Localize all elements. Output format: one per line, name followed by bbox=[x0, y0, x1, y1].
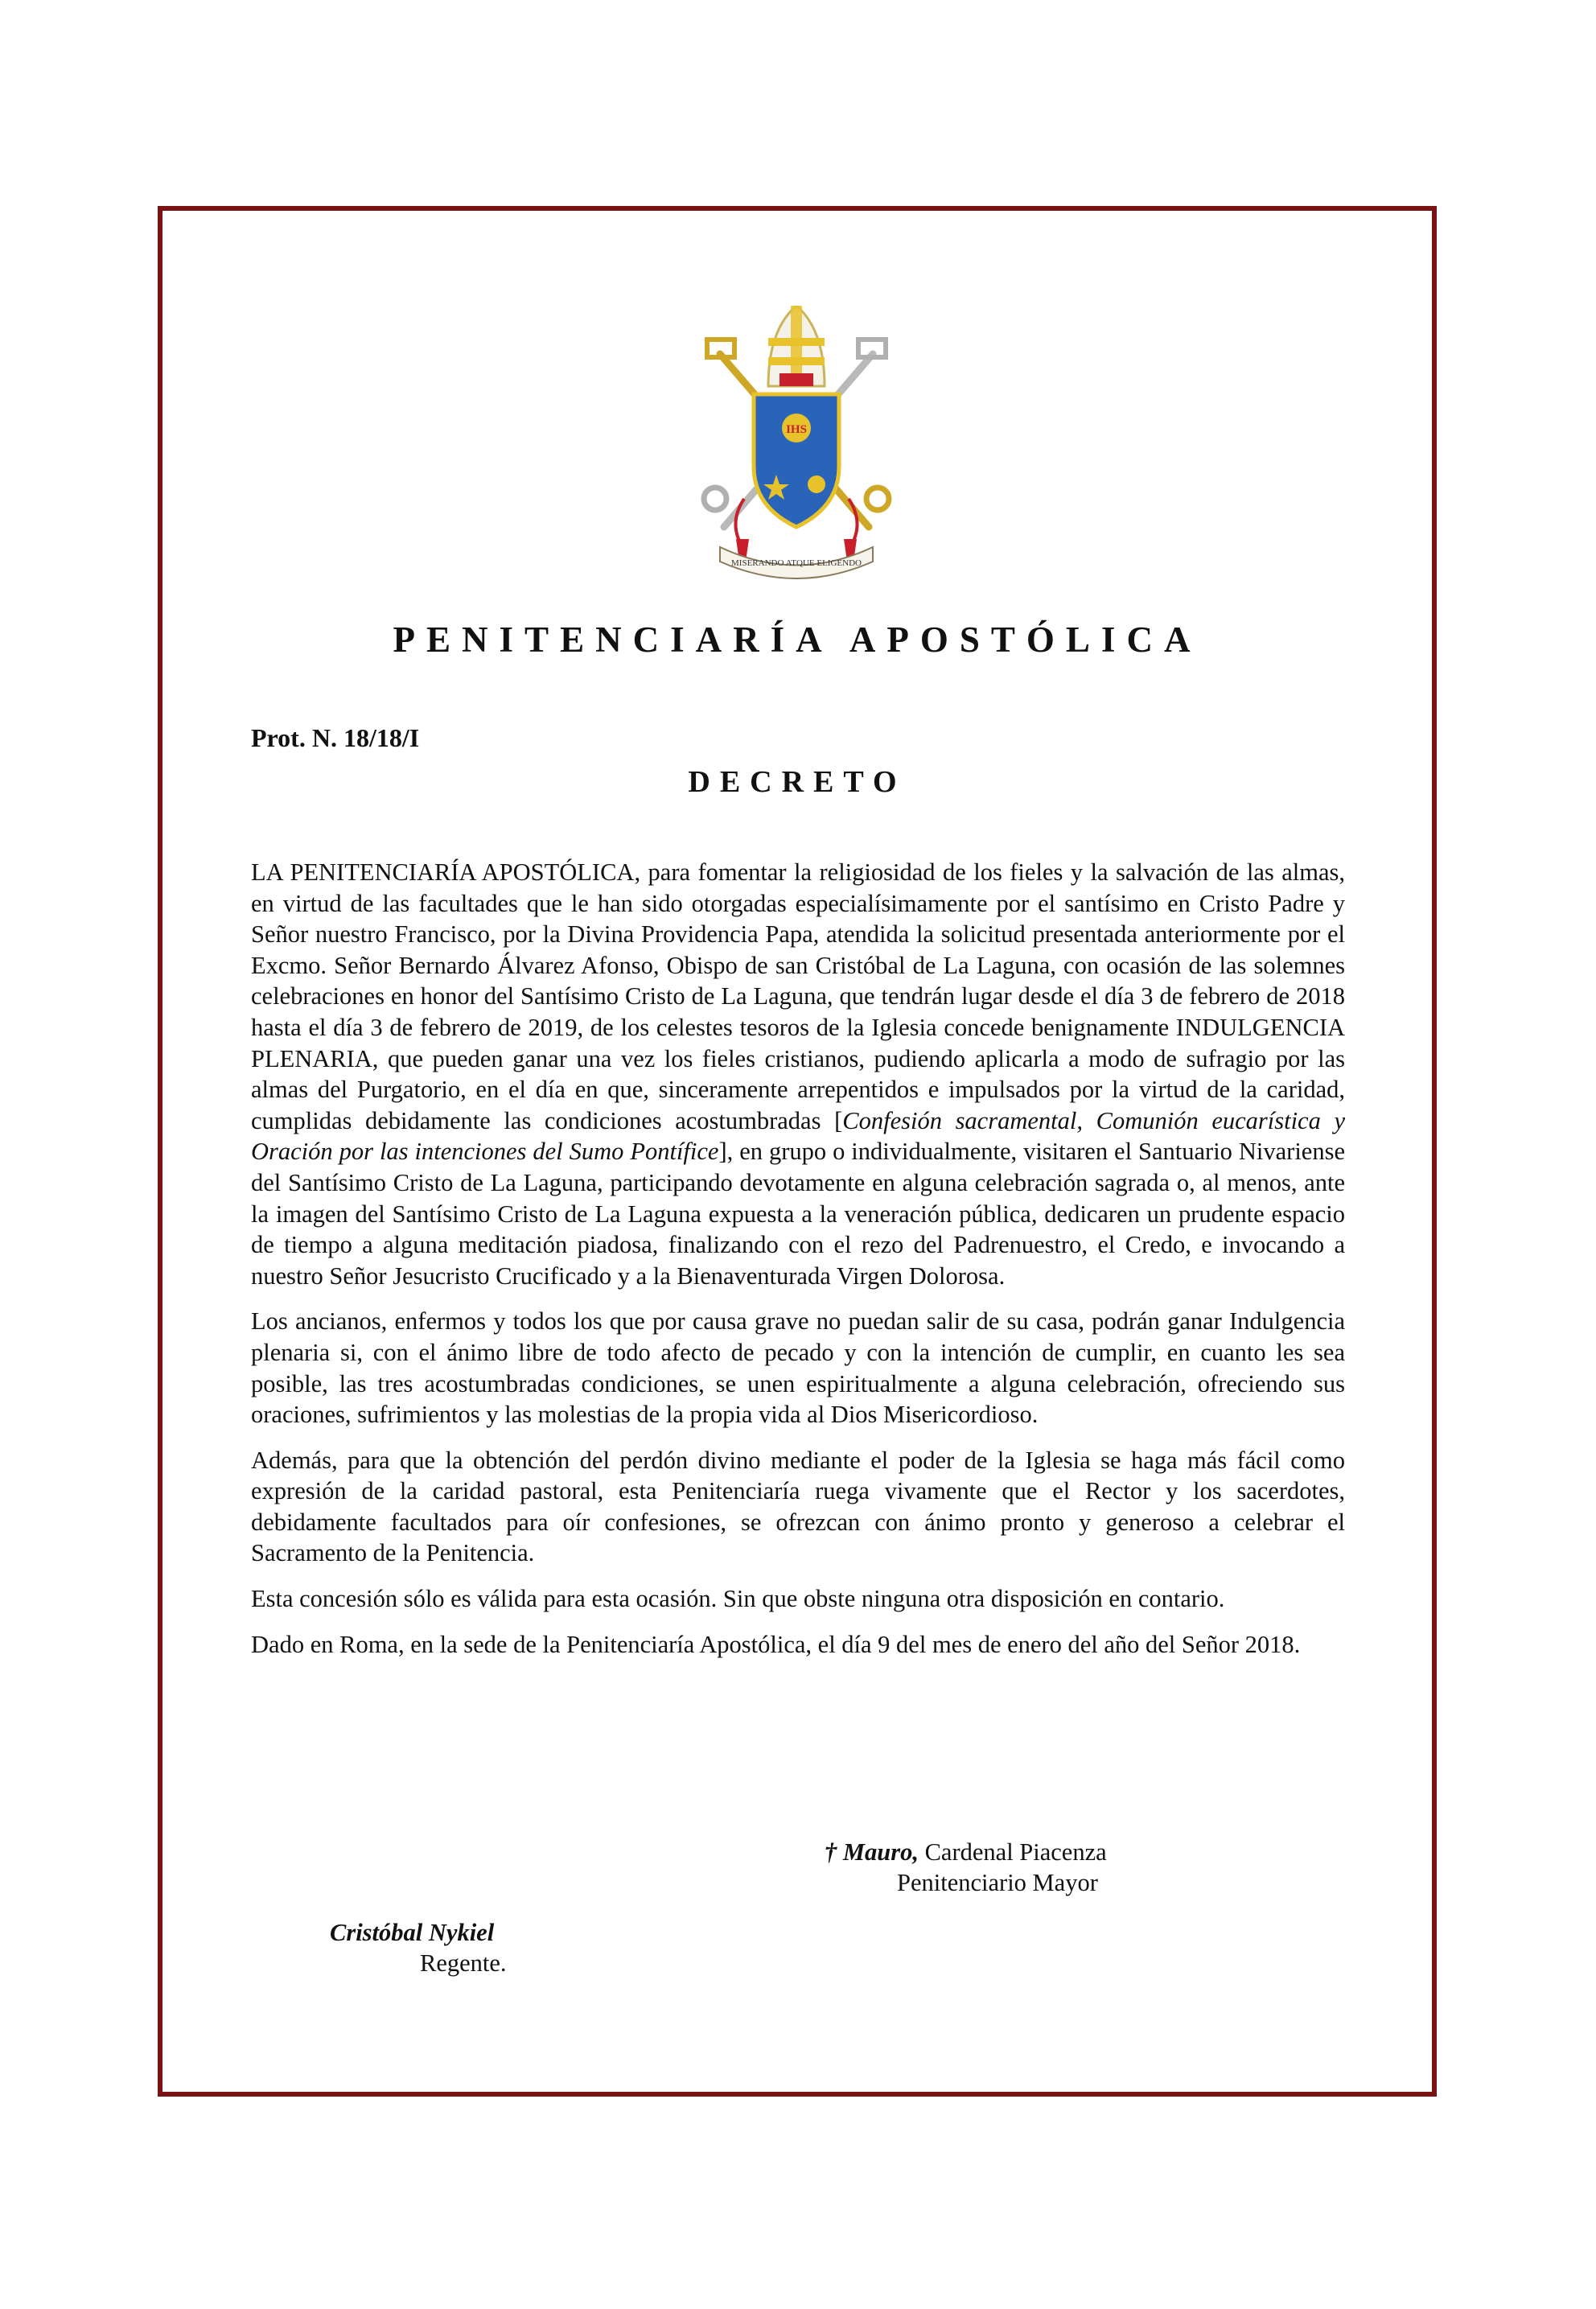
paragraph-1-part-a: LA PENITENCIARÍA APOSTÓLICA, para fomentar la religiosidad de los fieles y la salvación de las almas, en virtud de las facultades que le han sido otorgadas especialísimamente por el santísimo en Cristo Padre y Señor nuestro Francisco, por la Divina Providencia Papa, atendida la solicitud presentada anteriormente por el Excmo. Señor Bernardo Álvarez Afonso, Obispo de san Cristóbal de La Laguna, con ocasión de las solemnes celebraciones en honor del Santísimo Cristo de La Laguna, que tendrán lugar desde el día 3 de febrero de 2018 hasta el día 3 de febrero de 2019, de los celestes tesoros de la Iglesia concede benignamente INDULGENCIA PLENARIA, que pueden ganar una vez los fieles cristianos, pudiendo aplicarla a modo de sufragio por las almas del Purgatorio, en el día en que, sinceramente arrepentidos e impulsados por la virtud de la caridad, cumplidas debidamente las condiciones acostumbradas [ bbox=[251, 858, 1345, 1134]
cardinal-signature-block bbox=[825, 1837, 1107, 1898]
paragraph-4: Esta concesión sólo es válida para esta ocasión. Sin que obste ninguna otra disposición en contario. bbox=[251, 1585, 1225, 1613]
cardinal-role: Penitenciario Mayor bbox=[897, 1869, 1098, 1896]
regent-role: Regente. bbox=[420, 1949, 507, 1977]
decree-title: DECRETO bbox=[688, 765, 907, 799]
blue-shield-icon bbox=[754, 394, 839, 527]
paragraph-3: Además, para que la obtención del perdón divino mediante el poder de la Iglesia se haga más fácil como expresión de la caridad pastoral, esta Penitenciaría ruega vivamente que el Rector y los sacerdotes, debidamente facultados para oír confesiones, se ofrezcan con ánimo pronto y generoso a celebrar el Sacramento de la Penitencia. bbox=[251, 1446, 1345, 1567]
motto-text: MISERANDO ATQUE ELIGENDO bbox=[731, 558, 862, 568]
paragraph-1-part-b: ], en grupo o individualmente, visitaren el Santuario Nivariense del Santísimo Cristo de La Laguna, participando devotamente en alguna celebración sagrada o, al menos, ante la imagen del Santísimo Cristo de La Laguna expuesta a la veneración pública, dedicaren un prudente espacio de tiempo a alguna meditación piadosa, finalizando con el rezo del Padrenuestro, el Credo, e invocando a nuestro Señor Jesucristo Crucificado y a la Bienaventurada Virgen Dolorosa. bbox=[251, 1138, 1346, 1290]
cardinal-name: † Mauro, bbox=[825, 1838, 919, 1866]
regent-name: Cristóbal Nykiel bbox=[330, 1919, 495, 1946]
regent-signature-block bbox=[330, 1917, 507, 1978]
paragraph-1-italic: Confesión sacramental, Comunión eucarística y Oración por las intenciones del Sumo Pontífice bbox=[251, 1106, 1345, 1166]
protocol-number: Prot. N. 18/18/I bbox=[251, 723, 420, 752]
paragraph-1 bbox=[251, 857, 1345, 1291]
papal-coat-of-arms-icon bbox=[696, 306, 897, 579]
paragraph-5: Dado en Roma, en la sede de la Penitenciaría Apostólica, el día 9 del mes de enero del año del Señor 2018. bbox=[251, 1630, 1301, 1658]
mitre-icon bbox=[768, 306, 825, 386]
page-title: PENITENCIARÍA APOSTÓLICA bbox=[393, 619, 1202, 660]
cardinal-title: Cardenal Piacenza bbox=[918, 1838, 1107, 1866]
ihs-monogram: IHS bbox=[786, 423, 807, 436]
paragraph-2: Los ancianos, enfermos y todos los que por causa grave no puedan salir de su casa, podrán ganar Indulgencia plenaria si, con el ánimo libre de todo afecto de pecado y con la intención de cumplir, en cuanto les sea posible, las tres acostumbradas condiciones, se unen espiritualmente a alguna celebración, ofreciendo sus oraciones, sufrimientos y las molestias de la propia vida al Dios Misericordioso. bbox=[251, 1307, 1345, 1429]
decree-body bbox=[251, 857, 1345, 1674]
